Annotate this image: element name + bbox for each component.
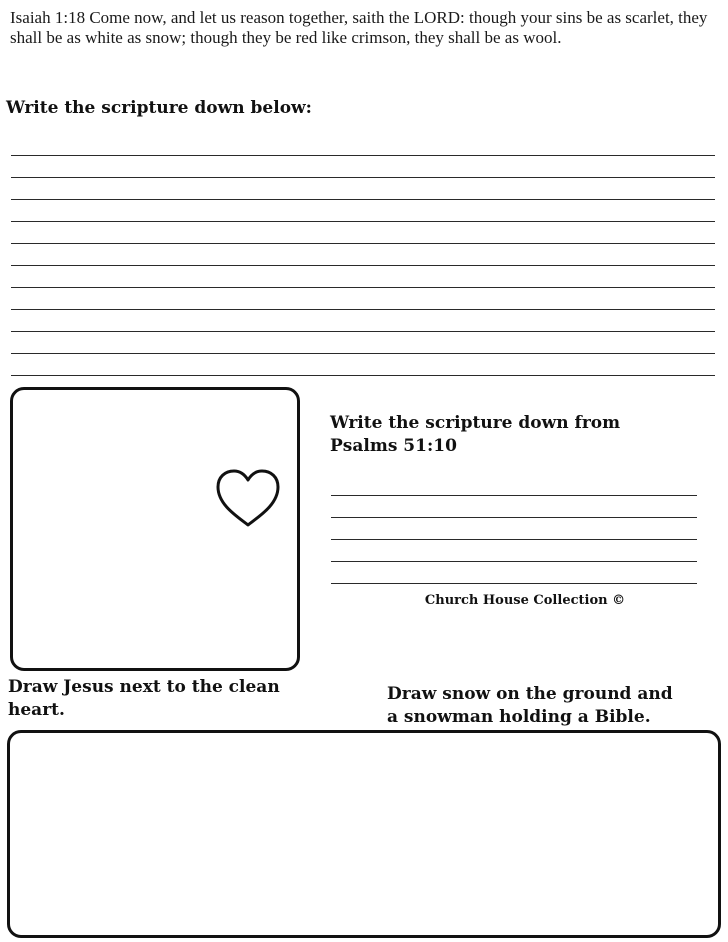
writing-line	[11, 287, 715, 288]
writing-line	[331, 561, 697, 562]
writing-line	[331, 495, 697, 496]
writing-line	[11, 353, 715, 354]
psalm-heading-line1: Write the scripture down from	[330, 413, 621, 433]
scripture-verse: Isaiah 1:18 Come now, and let us reason together, saith the LORD: though your sins be as scarlet, they shall be as white as snow; though they be red like crimson, they shall be as wool.	[10, 8, 708, 47]
draw-snow-instruction	[387, 683, 717, 729]
writing-line	[11, 265, 715, 266]
writing-line	[11, 243, 715, 244]
snowman-drawing-box[interactable]	[7, 730, 721, 938]
heart-icon	[214, 467, 282, 529]
draw-jesus-line2: heart.	[8, 700, 65, 720]
writing-line	[331, 583, 697, 584]
psalm-heading-line2: Psalms 51:10	[330, 436, 457, 456]
writing-line	[11, 177, 715, 178]
writing-line	[11, 331, 715, 332]
copyright-credit: Church House Collection ©	[424, 593, 626, 608]
draw-jesus-instruction	[8, 676, 318, 722]
writing-line	[11, 375, 715, 376]
writing-line	[11, 199, 715, 200]
jesus-drawing-box[interactable]	[10, 387, 300, 671]
writing-line	[11, 309, 715, 310]
writing-line	[331, 517, 697, 518]
writing-line	[331, 539, 697, 540]
psalm-heading	[330, 412, 700, 458]
draw-snow-line1: Draw snow on the ground and	[387, 684, 673, 704]
draw-snow-line2: a snowman holding a Bible.	[387, 707, 651, 727]
write-scripture-heading: Write the scripture down below:	[6, 98, 312, 118]
writing-line	[11, 155, 715, 156]
draw-jesus-line1: Draw Jesus next to the clean	[8, 677, 280, 697]
writing-line	[11, 221, 715, 222]
